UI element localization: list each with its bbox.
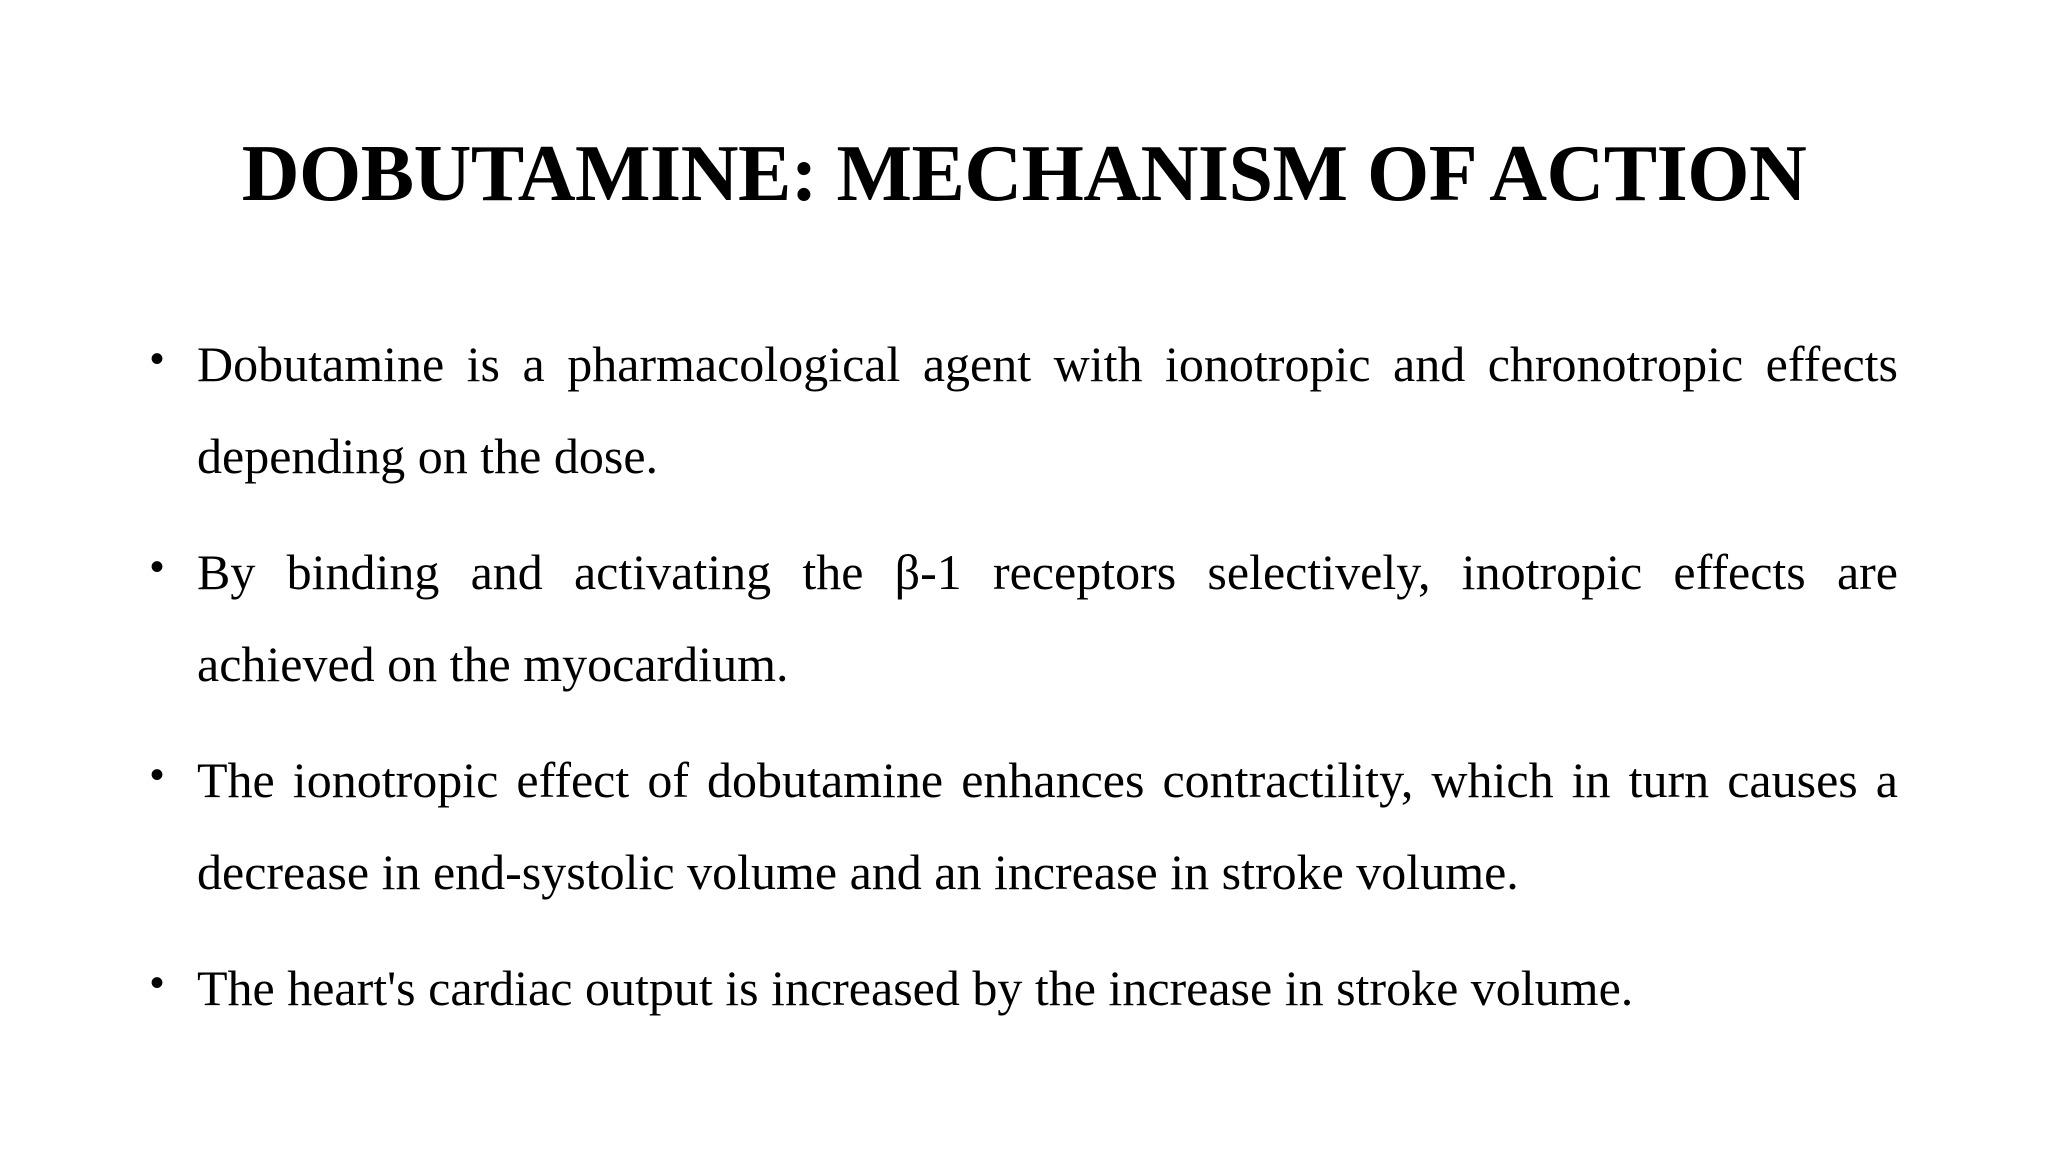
bullet-list xyxy=(150,318,1898,1058)
bullet-item xyxy=(150,734,1898,918)
bullet-text: The heart's cardiac output is increased by the increase in stroke volume. xyxy=(197,960,1634,1016)
bullet-item xyxy=(150,318,1898,502)
bullet-icon: • xyxy=(150,337,165,381)
bullet-item xyxy=(150,526,1898,710)
bullet-icon: • xyxy=(150,961,165,1005)
slide-title: DOBUTAMINE: MECHANISM OF ACTION xyxy=(241,130,1807,218)
bullet-icon: • xyxy=(150,545,165,589)
bullet-item xyxy=(150,942,1898,1034)
bullet-text: Dobutamine is a pharmacological agent with ionotropic and chronotropic effects depending on the dose. xyxy=(197,336,1898,484)
bullet-text: The ionotropic effect of dobutamine enhances contractility, which in turn causes a decrease in end-systolic volume and an increase in stroke volume. xyxy=(197,752,1898,900)
bullet-text: By binding and activating the β-1 receptors selectively, inotropic effects are achieved on the myocardium. xyxy=(197,544,1898,692)
bullet-icon: • xyxy=(150,753,165,797)
